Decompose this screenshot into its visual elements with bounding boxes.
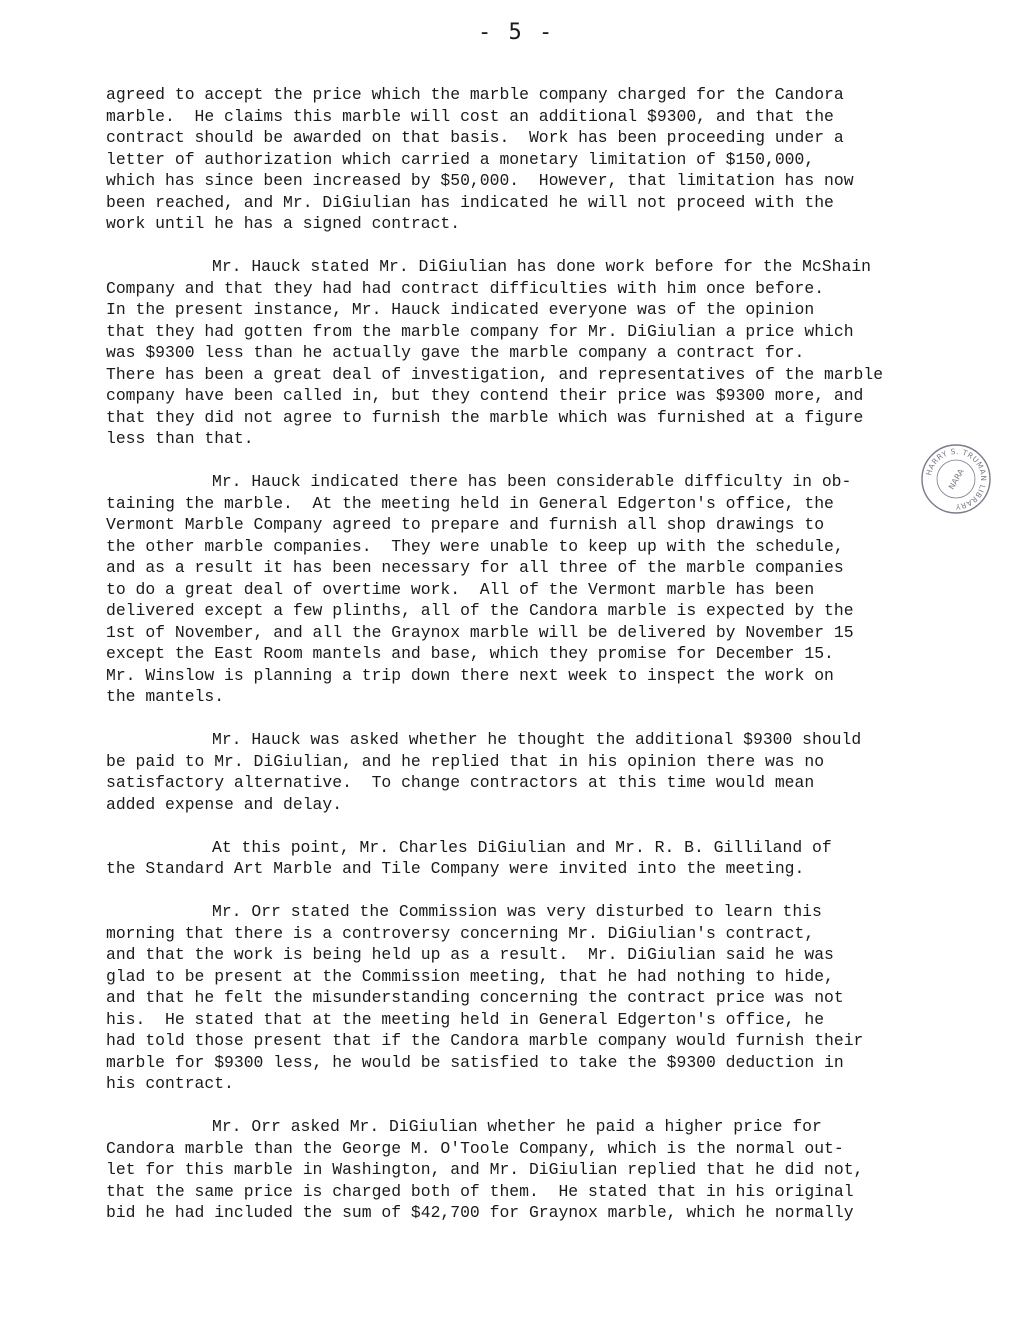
text-line: that they did not agree to furnish the marble which was furnished at a figure (106, 407, 864, 427)
paragraph-gap (106, 1095, 966, 1117)
text-line: less than that. (106, 429, 254, 448)
text-line: In the present instance, Mr. Hauck indicated everyone was of the opinion (106, 300, 815, 319)
text-line: Mr. Hauck stated Mr. DiGiulian has done work before for the McShain (212, 257, 872, 276)
archive-stamp (919, 442, 993, 516)
paragraph-gap (106, 708, 966, 730)
text-line: letter of authorization which carried a monetary limitation of $150,000, (106, 149, 815, 169)
text-line: except the East Room mantels and base, which they promise for December 15. (106, 644, 834, 663)
text-line: let for this marble in Washington, and Mr. DiGiulian replied that he did not, (106, 1160, 864, 1179)
text-line: that they had gotten from the marble company for Mr. DiGiulian a price which (106, 321, 854, 341)
text-line: and that the work is being held up as a result. Mr. DiGiulian said he was (106, 945, 834, 964)
text-line: taining the marble. At the meeting held in General Edgerton's office, the (106, 493, 834, 513)
text-line: had told those present that if the Candora marble company would furnish their (106, 1031, 864, 1050)
text-line: delivered except a few plinths, all of the Candora marble is expected by the (106, 601, 854, 620)
text-line: marble. He claims this marble will cost an additional $9300, and that the (106, 106, 834, 126)
svg-text:NARA: NARA (946, 467, 966, 492)
text-line: Mr. Orr stated the Commission was very disturbed to learn this (212, 902, 822, 921)
text-line: contract should be awarded on that basis. Work has been proceeding under a (106, 128, 844, 147)
text-line: Mr. Hauck indicated there has been considerable difficulty in ob- (212, 472, 852, 491)
text-line: and that he felt the misunderstanding concerning the contract price was not (106, 988, 844, 1007)
text-line: Mr. Orr asked Mr. DiGiulian whether he paid a higher price for (212, 1117, 822, 1136)
text-line: Candora marble than the George M. O'Toole Company, which is the normal out- (106, 1138, 844, 1158)
paragraph-gap (106, 815, 966, 837)
text-line: At this point, Mr. Charles DiGiulian and Mr. R. B. Gilliland of (212, 837, 832, 857)
text-line: Mr. Hauck was asked whether he thought the additional $9300 should (212, 730, 862, 749)
paragraph (106, 84, 966, 235)
text-line: agreed to accept the price which the marble company charged for the Candora (106, 85, 844, 104)
text-line: the other marble companies. They were unable to keep up with the schedule, (106, 536, 844, 556)
paragraph-gap (106, 450, 966, 472)
text-line: 1st of November, and all the Graynox marble will be delivered by November 15 (106, 622, 854, 642)
text-line: been reached, and Mr. DiGiulian has indicated he will not proceed with the (106, 192, 834, 212)
text-line: and as a result it has been necessary for all three of the marble companies (106, 558, 844, 577)
text-line: that the same price is charged both of them. He stated that in his original (106, 1181, 854, 1201)
text-line: Mr. Winslow is planning a trip down there next week to inspect the work on (106, 665, 834, 685)
text-line: the Standard Art Marble and Tile Company were invited into the meeting. (106, 859, 805, 878)
truman-library-seal-icon (919, 442, 993, 516)
text-line: satisfactory alternative. To change contractors at this time would mean (106, 773, 815, 792)
page-number: - 5 - (478, 20, 555, 45)
text-line: company have been called in, but they contend their price was $9300 more, and (106, 386, 864, 405)
text-line: morning that there is a controversy concerning Mr. DiGiulian's contract, (106, 923, 815, 943)
text-line: added expense and delay. (106, 794, 343, 814)
text-line: his contract. (106, 1074, 234, 1093)
paragraph (106, 729, 966, 815)
paragraph-gap (106, 880, 966, 902)
text-line: There has been a great deal of investigation, and representatives of the marble (106, 364, 884, 384)
paragraph (106, 256, 966, 450)
text-line: Vermont Marble Company agreed to prepare and furnish all shop drawings to (106, 515, 825, 534)
text-line: work until he has a signed contract. (106, 214, 461, 233)
svg-text:HARRY S. TRUMAN LIBRARY: HARRY S. TRUMAN LIBRARY (924, 446, 989, 512)
paragraph (106, 837, 966, 880)
text-line: glad to be present at the Commission meeting, that he had nothing to hide, (106, 966, 834, 986)
text-line: which has since been increased by $50,000. However, that limitation has now (106, 171, 854, 190)
text-line: Company and that they had had contract difficulties with him once before. (106, 278, 825, 298)
text-line: the mantels. (106, 687, 225, 706)
text-line: to do a great deal of overtime work. All of the Vermont marble has been (106, 579, 815, 599)
paragraph (106, 471, 966, 708)
paragraph (106, 901, 966, 1095)
text-line: bid he had included the sum of $42,700 for Graynox marble, which he normally (106, 1203, 854, 1222)
paragraph (106, 1116, 966, 1224)
paragraph-gap (106, 235, 966, 257)
text-line: was $9300 less than he actually gave the marble company a contract for. (106, 343, 805, 362)
text-line: his. He stated that at the meeting held in General Edgerton's office, he (106, 1009, 825, 1029)
text-line: marble for $9300 less, he would be satisfied to take the $9300 deduction in (106, 1052, 844, 1072)
document-body (106, 84, 966, 1224)
text-line: be paid to Mr. DiGiulian, and he replied that in his opinion there was no (106, 751, 825, 771)
